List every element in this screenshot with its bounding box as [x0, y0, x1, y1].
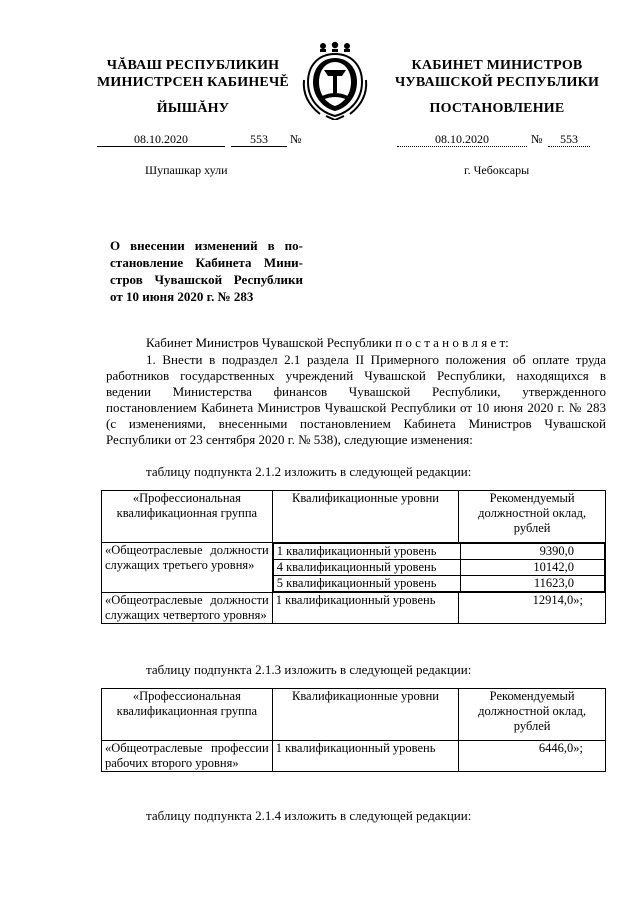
header-left-line2: МИНИСТРСЕН КАБИНЕЧĚ	[97, 75, 289, 90]
table-row	[102, 593, 606, 624]
title-line1: О внесении изменений в по-	[110, 238, 303, 253]
left-number: 553	[231, 132, 287, 147]
salary-cell: 6446,0»;	[459, 741, 606, 772]
right-city: г. Чебоксары	[464, 163, 530, 177]
salary-cell: 10142,0	[460, 560, 604, 576]
header-group: «Профессиональная квалификационная группа	[102, 689, 273, 741]
right-number-sign: №	[531, 132, 543, 146]
header-levels: Квалификационные уровни	[272, 491, 459, 543]
header-group: «Профессиональная квалификационная группа	[102, 491, 273, 543]
salary-cell: 12914,0»;	[459, 593, 606, 624]
level-cell: 4 квалификационный уровень	[273, 560, 460, 576]
group-cell: «Общеотраслевые должности служащих четвертого уровня»	[102, 593, 273, 624]
level-cell: 1 квалификационный уровень	[272, 741, 459, 772]
emblem-icon	[300, 40, 370, 120]
header-right-org	[382, 57, 612, 91]
title-line3: стров Чувашской Республики	[110, 272, 303, 287]
left-date: 08.10.2020	[97, 132, 225, 147]
header-left-doc-type: ЙЫШĂНУ	[156, 101, 230, 116]
intro-text: Кабинет Министров Чувашской Республики п о с т а н о в л я е т:	[146, 335, 509, 350]
salary-cell: 9390,0	[460, 544, 604, 560]
header-right-line1: КАБИНЕТ МИНИСТРОВ	[411, 58, 583, 73]
header-salary: Рекомендуемый должностной оклад, рублей	[459, 491, 606, 543]
level-row	[273, 560, 604, 576]
header-right-doc-type: ПОСТАНОВЛЕНИЕ	[429, 101, 565, 116]
header-levels: Квалификационные уровни	[272, 689, 459, 741]
table1-caption: таблицу подпункта 2.1.2 изложить в следующей редакции:	[146, 464, 472, 479]
group-cell: «Общеотраслевые должности служащих третьего уровня»	[102, 543, 273, 593]
document-title	[110, 237, 303, 305]
header-left-line1: ЧĂВАШ РЕСПУБЛИКИН	[106, 58, 280, 73]
level-cell: 1 квалификационный уровень	[272, 593, 459, 624]
right-date: 08.10.2020	[397, 132, 527, 147]
paragraph-1: 1. Внести в подраздел 2.1 раздела II Примерного положения об оплате труда работников государственных учреждений Чувашской Республики, находящихся в ведении Министерства финансов Чувашской Республики, утвержденного постановлением Кабинета Министров Чувашской Республики от 10 июня 2020 г. № 283 (с изменениями, внесенными постановлением Кабинета Министров Чувашской Республики от 23 сентября 2020 г. № 538), следующие изменения:	[106, 352, 606, 447]
table-header-row	[102, 689, 606, 741]
table2-caption: таблицу подпункта 2.1.3 изложить в следующей редакции:	[146, 662, 472, 677]
salary-table-2-1-3	[101, 688, 606, 772]
level-row	[273, 576, 604, 592]
table-header-row	[102, 491, 606, 543]
salary-cell: 11623,0	[460, 576, 604, 592]
left-city: Шупашкар хули	[145, 163, 228, 177]
level-row	[273, 544, 604, 560]
table-row	[102, 543, 606, 593]
table-row	[102, 741, 606, 772]
level-cell: 1 квалификационный уровень	[273, 544, 460, 560]
right-number: 553	[548, 132, 590, 147]
header-right-line2: ЧУВАШСКОЙ РЕСПУБЛИКИ	[394, 75, 600, 90]
title-line2: становление Кабинета Мини-	[110, 255, 303, 270]
table3-caption: таблицу подпункта 2.1.4 изложить в следующей редакции:	[146, 808, 472, 823]
level-cell: 5 квалификационный уровень	[273, 576, 460, 592]
title-line4: от 10 июня 2020 г. № 283	[110, 289, 254, 304]
group-cell: «Общеотраслевые профессии рабочих второго уровня»	[102, 741, 273, 772]
salary-table-2-1-2	[101, 490, 606, 624]
left-number-sign: №	[290, 132, 302, 146]
header-left-org	[88, 57, 298, 91]
header-salary: Рекомендуемый должностной оклад, рублей	[459, 689, 606, 741]
